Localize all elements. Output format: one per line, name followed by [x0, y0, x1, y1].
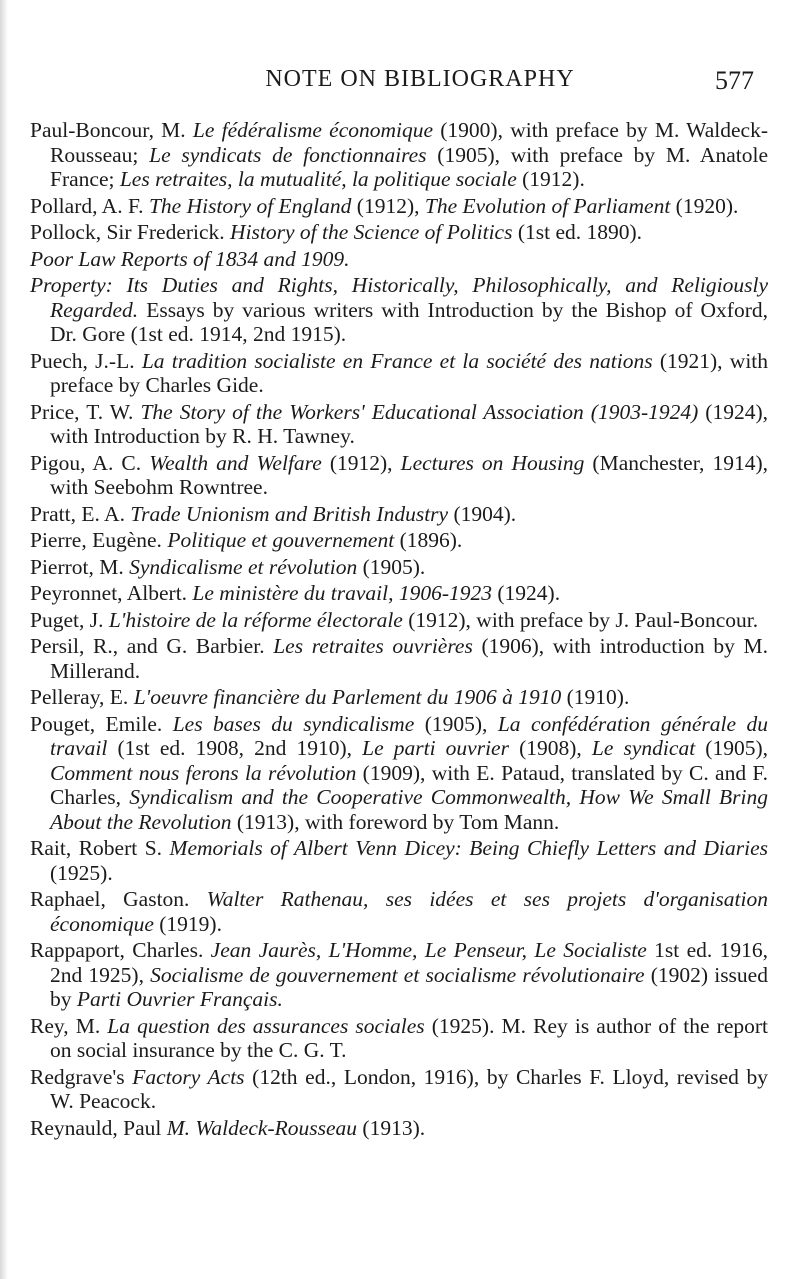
entry-text: (1909), with E. Pataud, translated by C. and F. Charles, — [50, 760, 768, 809]
bibliography-entry — [30, 887, 768, 936]
entry-title-text: Les retraites ouvrières — [273, 634, 473, 658]
entry-text: (1908), — [508, 736, 592, 760]
entry-title-text: La question des assurances sociales — [107, 1013, 425, 1038]
page-header — [0, 66, 800, 96]
entry-title-text: Syndicalism and the Cooperative Commonwealth, How We Small Bring About the Revolution — [50, 785, 768, 834]
entry-text: (1st ed. 1908, 2nd 1910), — [107, 736, 363, 760]
entry-text: Pouget, Emile. — [30, 711, 173, 736]
entry-text: Raphael, Gaston. — [30, 887, 207, 911]
entry-text: (1904). — [448, 501, 517, 526]
entry-text: Pollard, A. F. — [30, 193, 149, 218]
entry-text: (1913). — [357, 1115, 426, 1140]
entry-text: (1925). — [50, 860, 113, 885]
entry-text: Pierrot, M. — [30, 554, 130, 579]
entry-text: Reynauld, Paul — [30, 1115, 167, 1140]
entry-text: (1912), — [351, 193, 425, 218]
entry-title-text: La confédération générale du travail — [50, 711, 769, 760]
entry-title-text: Jean Jaurès, L'Homme, Le Penseur, Le Socialiste — [210, 938, 647, 962]
entry-text: (1924). — [492, 581, 561, 605]
entry-text: (1912), — [321, 450, 401, 475]
entry-text: (1906), with introduction by M. Millerand. — [50, 634, 768, 683]
entry-title-text: The History of England — [148, 193, 352, 218]
entry-text: Rappaport, Charles. — [30, 938, 211, 962]
entry-text: (1912), with preface by J. Paul-Boncour. — [402, 607, 759, 632]
entry-title-text: Le ministère du travail, 1906-1923 — [192, 581, 493, 605]
bibliography-entry — [30, 1116, 768, 1141]
running-head: NOTE ON BIBLIOGRAPHY — [265, 66, 575, 92]
bibliography-entry — [30, 634, 768, 683]
entry-title-text: Les retraites, la mutualité, la politique sociale — [119, 167, 517, 191]
bibliography-entry — [30, 247, 768, 272]
entry-text: (1896). — [394, 528, 463, 552]
entry-title-text: Comment nous ferons la révolution — [50, 760, 357, 785]
entry-title-text: Syndicalisme et révolution — [129, 554, 358, 579]
bibliography-entry — [30, 194, 768, 219]
entry-text: (1902) issued by — [50, 962, 768, 1011]
entry-text: Peyronnet, Albert. — [30, 581, 193, 605]
bibliography-entry — [30, 555, 768, 580]
entry-title-text: Memorials of Albert Venn Dicey: Being Chiefly Letters and Diaries — [169, 836, 768, 860]
bibliography-entry — [30, 608, 768, 633]
entry-title-text: L'histoire de la réforme électorale — [108, 607, 403, 632]
bibliography-entry — [30, 502, 768, 527]
entry-title-text: Le syndicats de fonctionnaires — [149, 142, 427, 167]
entry-title-text: The Story of the Workers' Educational Association (1903-1924) — [140, 399, 699, 424]
bibliography-entry — [30, 712, 768, 835]
entry-text: (1905), — [695, 736, 768, 760]
entry-text: (Manchester, 1914), with Seebohm Rowntree. — [50, 450, 768, 499]
entry-text: (1920). — [670, 193, 739, 218]
entry-text: Puget, J. — [30, 607, 109, 632]
entry-text: Pelleray, E. — [30, 685, 134, 709]
entry-title-text: Politique et gouvernement — [167, 528, 395, 552]
entry-title-text: Le fédéralisme économique — [192, 118, 434, 142]
entry-text: Pigou, A. C. — [30, 450, 150, 475]
entry-title-text: Wealth and Welfare — [149, 450, 322, 475]
entry-text: Redgrave's — [30, 1064, 133, 1089]
bibliography-entry — [30, 220, 768, 245]
bibliography-entry — [30, 451, 768, 500]
entry-text: (1st ed. 1890). — [512, 220, 643, 244]
entry-text: Pollock, Sir Frederick. — [30, 220, 231, 244]
entry-text: (12th ed., London, 1916), by Charles F. Lloyd, revised by W. Peacock. — [50, 1064, 769, 1113]
entry-title-text: The Evolution of Parliament — [424, 193, 671, 218]
bibliography-entry — [30, 1014, 768, 1063]
entry-text: (1900), with preface by M. Waldeck-Rousseau; — [50, 118, 769, 167]
entry-title-text: Le parti ouvrier — [362, 736, 509, 760]
entry-text: Rait, Robert S. — [30, 836, 170, 860]
entry-title-text: Les bases du syndicalisme — [172, 711, 415, 736]
entry-text: Pratt, E. A. — [30, 501, 131, 526]
page-gutter-shadow — [0, 0, 8, 1279]
entry-text: Persil, R., and G. Barbier. — [30, 634, 274, 658]
entry-title-text: Walter Rathenau, ses idées et ses projets d'organisation économique — [50, 887, 768, 936]
entry-title-text: L'oeuvre financière du Parlement du 1906 à 1910 — [133, 685, 562, 709]
entry-text: (1910). — [561, 685, 630, 709]
entry-text: Paul-Boncour, M. — [30, 118, 193, 142]
entry-text: (1905). — [357, 554, 426, 579]
entry-text: Price, T. W. — [30, 399, 141, 424]
bibliography-entry — [30, 349, 768, 398]
entry-text: (1913), with foreword by Tom Mann. — [231, 809, 560, 834]
entry-title-text: Trade Unionism and British Industry — [130, 501, 449, 526]
entry-text: Rey, M. — [30, 1013, 108, 1038]
entry-title-text: Socialisme de gouvernement et socialisme révolutionaire — [150, 962, 645, 987]
entry-text: Essays by various writers with Introduction by the Bishop of Oxford, Dr. Gore (1st ed. 1914, 2nd 1915). — [50, 297, 768, 346]
entry-text: Pierre, Eugène. — [30, 528, 168, 552]
entry-title-text: Parti Ouvrier Français. — [76, 987, 283, 1011]
entry-text: (1924), with Introduction by R. H. Tawney. — [50, 399, 769, 448]
entry-text: Puech, J.-L. — [30, 348, 142, 373]
entry-title-text: Lectures on Housing — [400, 450, 585, 475]
bibliography-entry — [30, 938, 768, 1012]
entry-text: (1921), with preface by Charles Gide. — [50, 348, 769, 397]
entry-text: (1925). M. Rey is author of the report on social insurance by the C. G. T. — [50, 1013, 768, 1062]
bibliography-entry — [30, 1065, 768, 1114]
entry-title-text: La tradition socialiste en France et la société des nations — [141, 348, 653, 373]
entry-text: (1912). — [516, 167, 585, 191]
bibliography-entry — [30, 581, 768, 606]
entry-title-text: M. Waldeck-Rousseau — [166, 1115, 358, 1140]
bibliography-entry — [30, 685, 768, 710]
entry-title-text: Le syndicat — [591, 736, 696, 760]
entry-text: (1919). — [153, 911, 222, 936]
entry-title-text: Poor Law Reports of 1834 and 1909. — [30, 246, 350, 271]
entry-text: 1st ed. 1916, 2nd 1925), — [50, 938, 768, 987]
bibliography-entry — [30, 118, 768, 192]
bibliography-entry — [30, 400, 768, 449]
entry-title-text: Property: Its Duties and Rights, Historically, Philosophically, and Religiously Regarded. — [30, 273, 768, 322]
bibliography-entry — [30, 836, 768, 885]
bibliography-entry — [30, 528, 768, 553]
bibliography-list — [30, 118, 768, 1142]
bibliography-entry — [30, 273, 768, 347]
page-number: 577 — [715, 66, 754, 95]
entry-title-text: History of the Science of Politics — [230, 220, 513, 244]
entry-title-text: Factory Acts — [132, 1064, 245, 1089]
entry-text: (1905), — [414, 711, 498, 736]
entry-text: (1905), with preface by M. Anatole France; — [50, 142, 768, 191]
